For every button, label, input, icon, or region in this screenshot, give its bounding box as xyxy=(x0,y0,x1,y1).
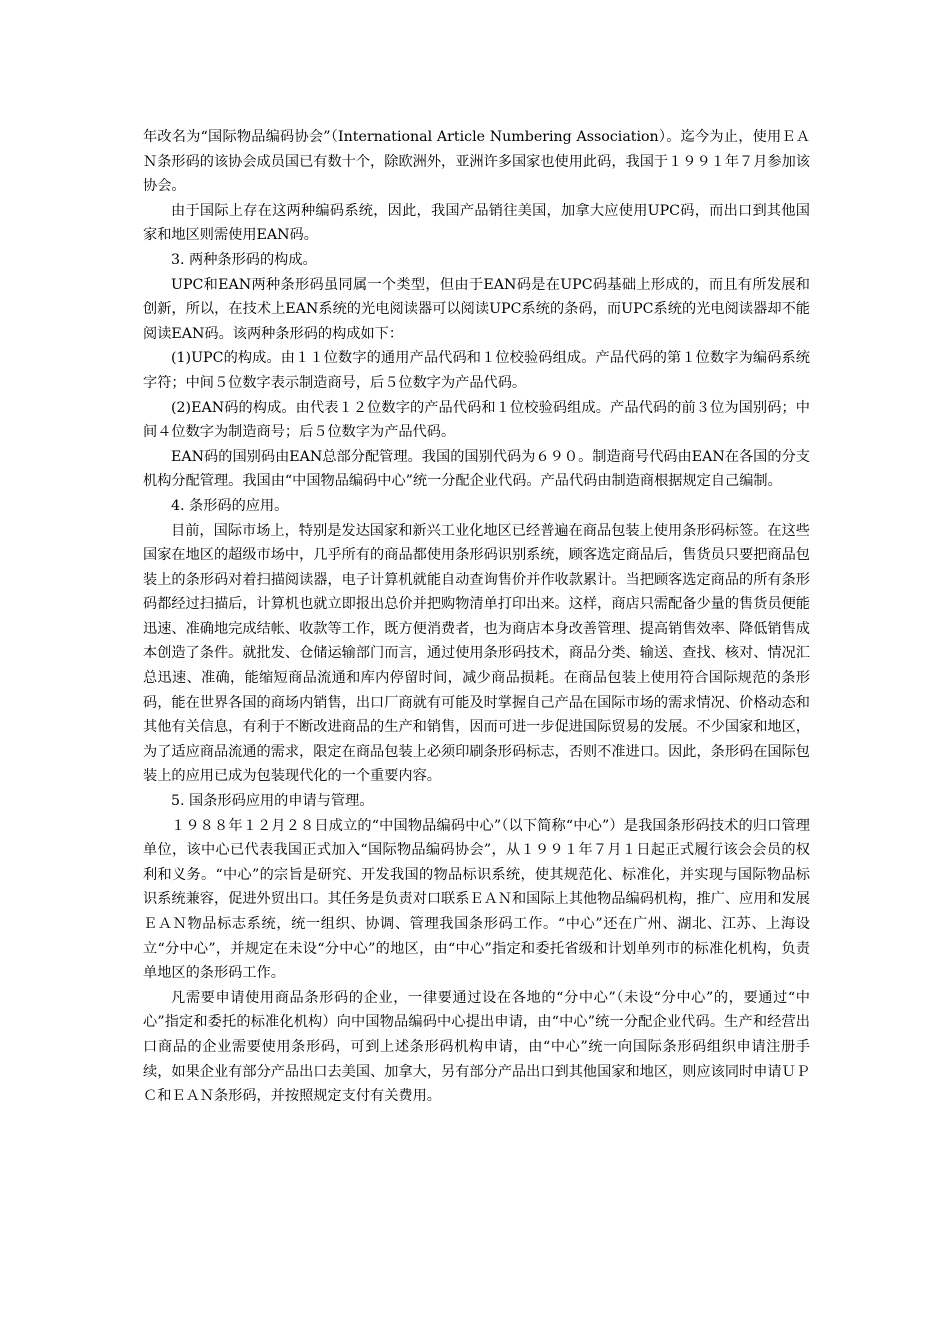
paragraph-ean-composition: (2)EAN码的构成。由代表１２位数字的产品代码和１位校验码组成。产品代码的前３位为国别码；中间４位数字为制造商号；后５位数字为产品代码。 xyxy=(143,399,810,441)
paragraph-country-code: EAN码的国别码由EAN总部分配管理。我国的国别代码为６９０。制造商号代码由EAN在各国的分支机构分配管理。我国由“中国物品编码中心”统一分配企业代码。产品代码由制造商根据规定自己编制。 xyxy=(143,448,810,490)
paragraph-composition-intro: UPC和EAN两种条形码虽同属一个类型，但由于EAN码是在UPC码基础上形成的，而且有所发展和创新，所以，在技术上EAN系统的光电阅读器可以阅读UPC系统的条码，而UPC系统的光电阅读器却不能阅读EAN码。该两种条形码的构成如下： xyxy=(143,276,810,342)
section-heading-5: 5. 国条形码应用的申请与管理。 xyxy=(171,793,374,810)
paragraph-upc-composition: (1)UPC的构成。由１１位数字的通用产品代码和１位校验码组成。产品代码的第１位数字为编码系统字符；中间５位数字表示制造商号，后５位数字为产品代码。 xyxy=(143,350,810,391)
document-page xyxy=(143,125,810,1109)
section-heading-4: 4. 条形码的应用。 xyxy=(171,497,289,514)
paragraph-application: 目前，国际市场上，特别是发达国家和新兴工业化地区已经普遍在商品包装上使用条形码标签。在这些国家在地区的超级市场中，几乎所有的商品都使用条形码识别系统，顾客选定商品后，售货员只要把商品包装上的条形码对着扫描阅读器，电子计算机就能自动查询售价并作收款累计。当把顾客选定商品的所有条形码都经过扫描后，计算机也就立即报出总价并把购物清单打印出来。这样，商店只需配备少量的售货员便能迅速、准确地完成结帐、收款等工作，既方便消费者，也为商店本身改善管理、提高销售效率、降低销售成本创造了条件。就批发、仓储运输部门而言，通过使用条形码技术，商品分类、输送、查找、核对、情况汇总迅速、准确，能缩短商品流通和库内停留时间，减少商品损耗。在商品包装上使用符合国际规范的条形码，能在世界各国的商场内销售，出口厂商就有可能及时掌握自己产品在国际市场的需求情况、价格动态和其他有关信息，有利于不断改进商品的生产和销售，因而可进一步促进国际贸易的发展。不少国家和地区，为了适应商品流通的需求，限定在商品包装上必须印刷条形码标志，否则不准进口。因此，条形码在国际包装上的应用已成为包装现代化的一个重要内容。 xyxy=(143,522,810,785)
paragraph-application-procedure: 凡需要申请使用商品条形码的企业，一律要通过设在各地的“分中心”（未设“分中心”的，要通过“中心”指定和委托的标准化机构）向中国物品编码中心提出申请，由“中心”统一分配企业代码。生产和经营出口商品的企业需要使用条形码，可到上述条形码机构申请，由“中心”统一向国际条形码组织申请注册手续，如果企业有部分产品出口去美国、加拿大，另有部分产品出口到其他国家和地区，则应该同时申请ＵＰＣ和ＥＡＮ条形码，并按照规定支付有关费用。 xyxy=(143,989,810,1105)
section-heading-3: 3. 两种条形码的构成。 xyxy=(171,251,317,268)
paragraph-coding-center: １９８８年１２月２８日成立的“中国物品编码中心”（以下简称“中心”）是我国条形码技术的归口管理单位，该中心已代表我国正式加入“国际物品编码协会”，从１９９１年７月１日起正式履行该会会员的权利和义务。“中心”的宗旨是研究、开发我国的物品标识系统，使其规范化、标准化，并实现与国际物品标识系统兼容，促进外贸出口。其任务是负责对口联系ＥＡＮ和国际上其他物品编码机构，推广、应用和发展ＥＡＮ物品标志系统，统一组织、协调、管理我国条形码工作。“中心”还在广州、湖北、江苏、上海设立“分中心”，并规定在未设“分中心”的地区，由“中心”指定和委托省级和计划单列市的标准化机构，负责单地区的条形码工作。 xyxy=(143,817,810,982)
paragraph-dual-system: 由于国际上存在这两种编码系统，因此，我国产品销往美国，加拿大应使用UPC码，而出口到其他国家和地区则需使用EAN码。 xyxy=(143,202,810,244)
paragraph-continuation: 年改名为“国际物品编码协会”（International Article Numbering Association）。迄今为止，使用ＥＡＮ条形码的该协会成员国已有数十个，除欧洲外，亚洲许多国家也使用此码，我国于１９９１年７月参加该协会。 xyxy=(143,129,810,195)
